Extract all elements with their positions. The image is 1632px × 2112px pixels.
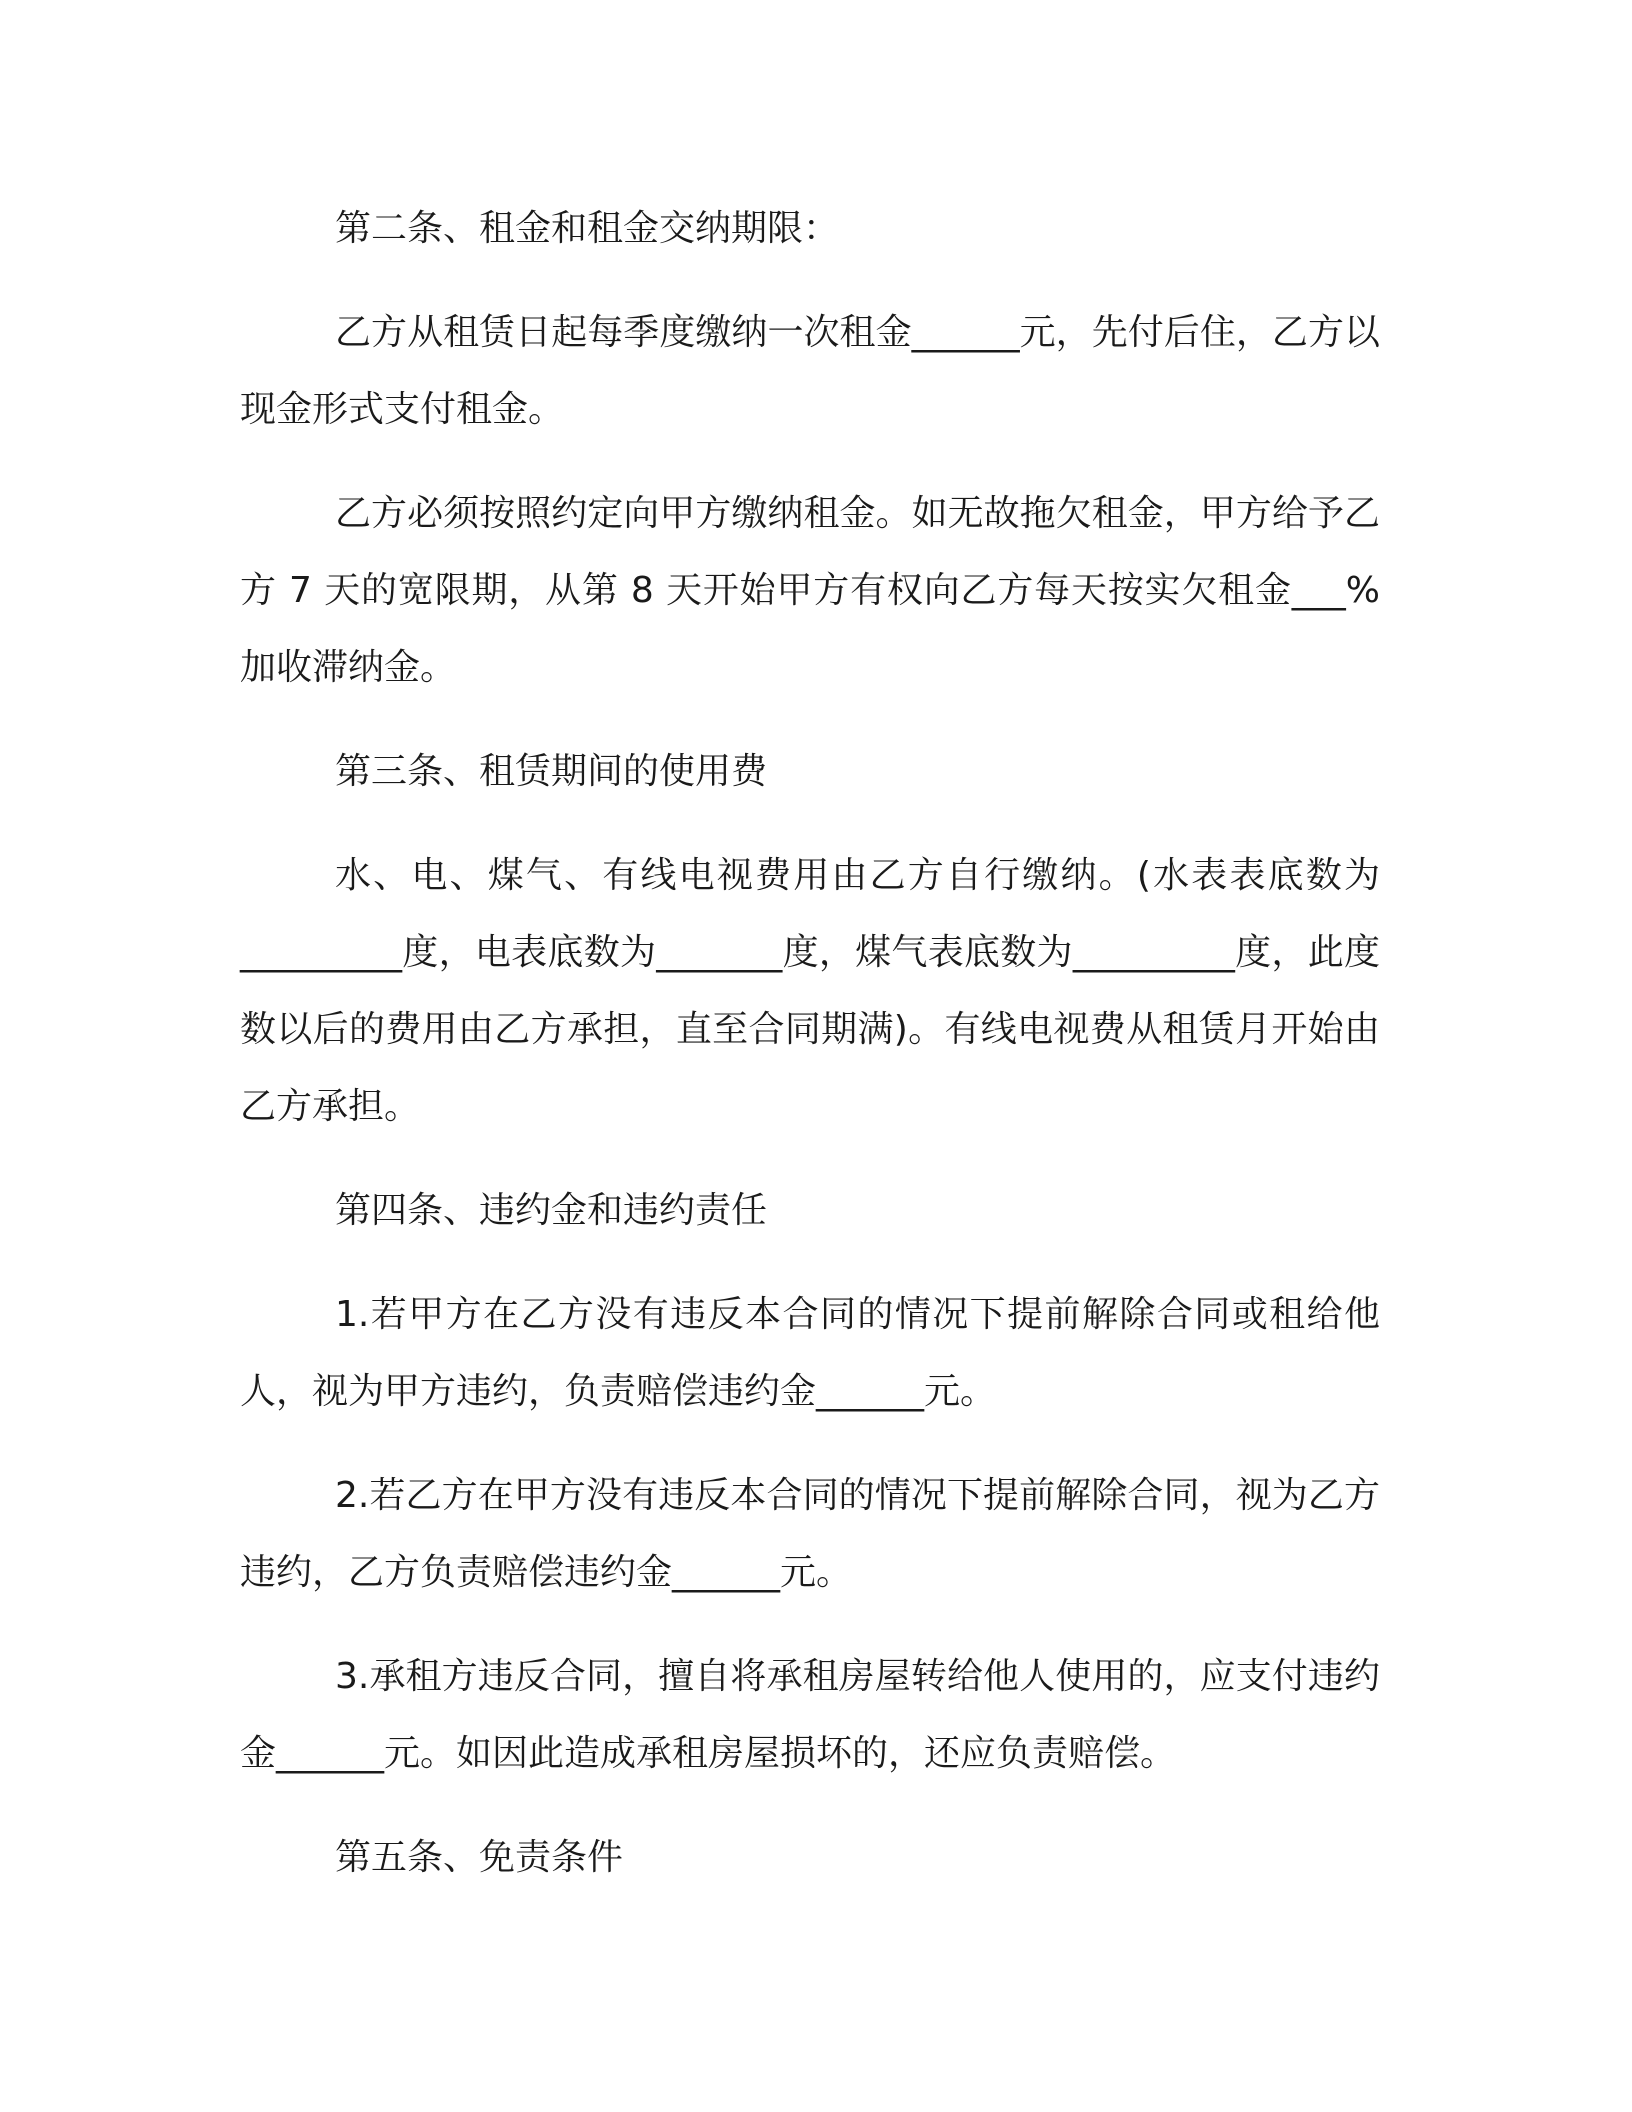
article-5-heading: 第五条、免责条件 <box>335 1837 624 1878</box>
article-3-heading: 第三条、租赁期间的使用费 <box>335 751 768 792</box>
article-2-late-fee: 乙方必须按照约定向甲方缴纳租金。如无故拖欠租金，甲方给予乙方 7 天的宽限期，从第 8 天开始甲方有权向乙方每天按实欠租金___%加收滞纳金。 <box>240 493 1380 688</box>
document-body <box>240 190 1380 1896</box>
article-2-rent-payment: 乙方从租赁日起每季度缴纳一次租金______元，先付后住，乙方以现金形式支付租金。 <box>240 312 1380 430</box>
article-4-heading: 第四条、违约金和违约责任 <box>335 1190 768 1231</box>
article-2-heading: 第二条、租金和租金交纳期限： <box>335 208 840 249</box>
article-4-clause-2: 2.若乙方在甲方没有违反本合同的情况下提前解除合同，视为乙方违约，乙方负责赔偿违约金______元。 <box>240 1475 1380 1593</box>
article-3-utilities: 水、电、煤气、有线电视费用由乙方自行缴纳。(水表表底数为_________度，电表底数为_______度，煤气表底数为_________度，此度数以后的费用由乙方承担，直至合同期满)。有线电视费从租赁月开始由乙方承担。 <box>240 855 1380 1127</box>
article-4-clause-3: 3.承租方违反合同，擅自将承租房屋转给他人使用的，应支付违约金______元。如因此造成承租房屋损坏的，还应负责赔偿。 <box>240 1656 1380 1774</box>
article-4-clause-1: 1.若甲方在乙方没有违反本合同的情况下提前解除合同或租给他人，视为甲方违约，负责赔偿违约金______元。 <box>240 1294 1380 1412</box>
